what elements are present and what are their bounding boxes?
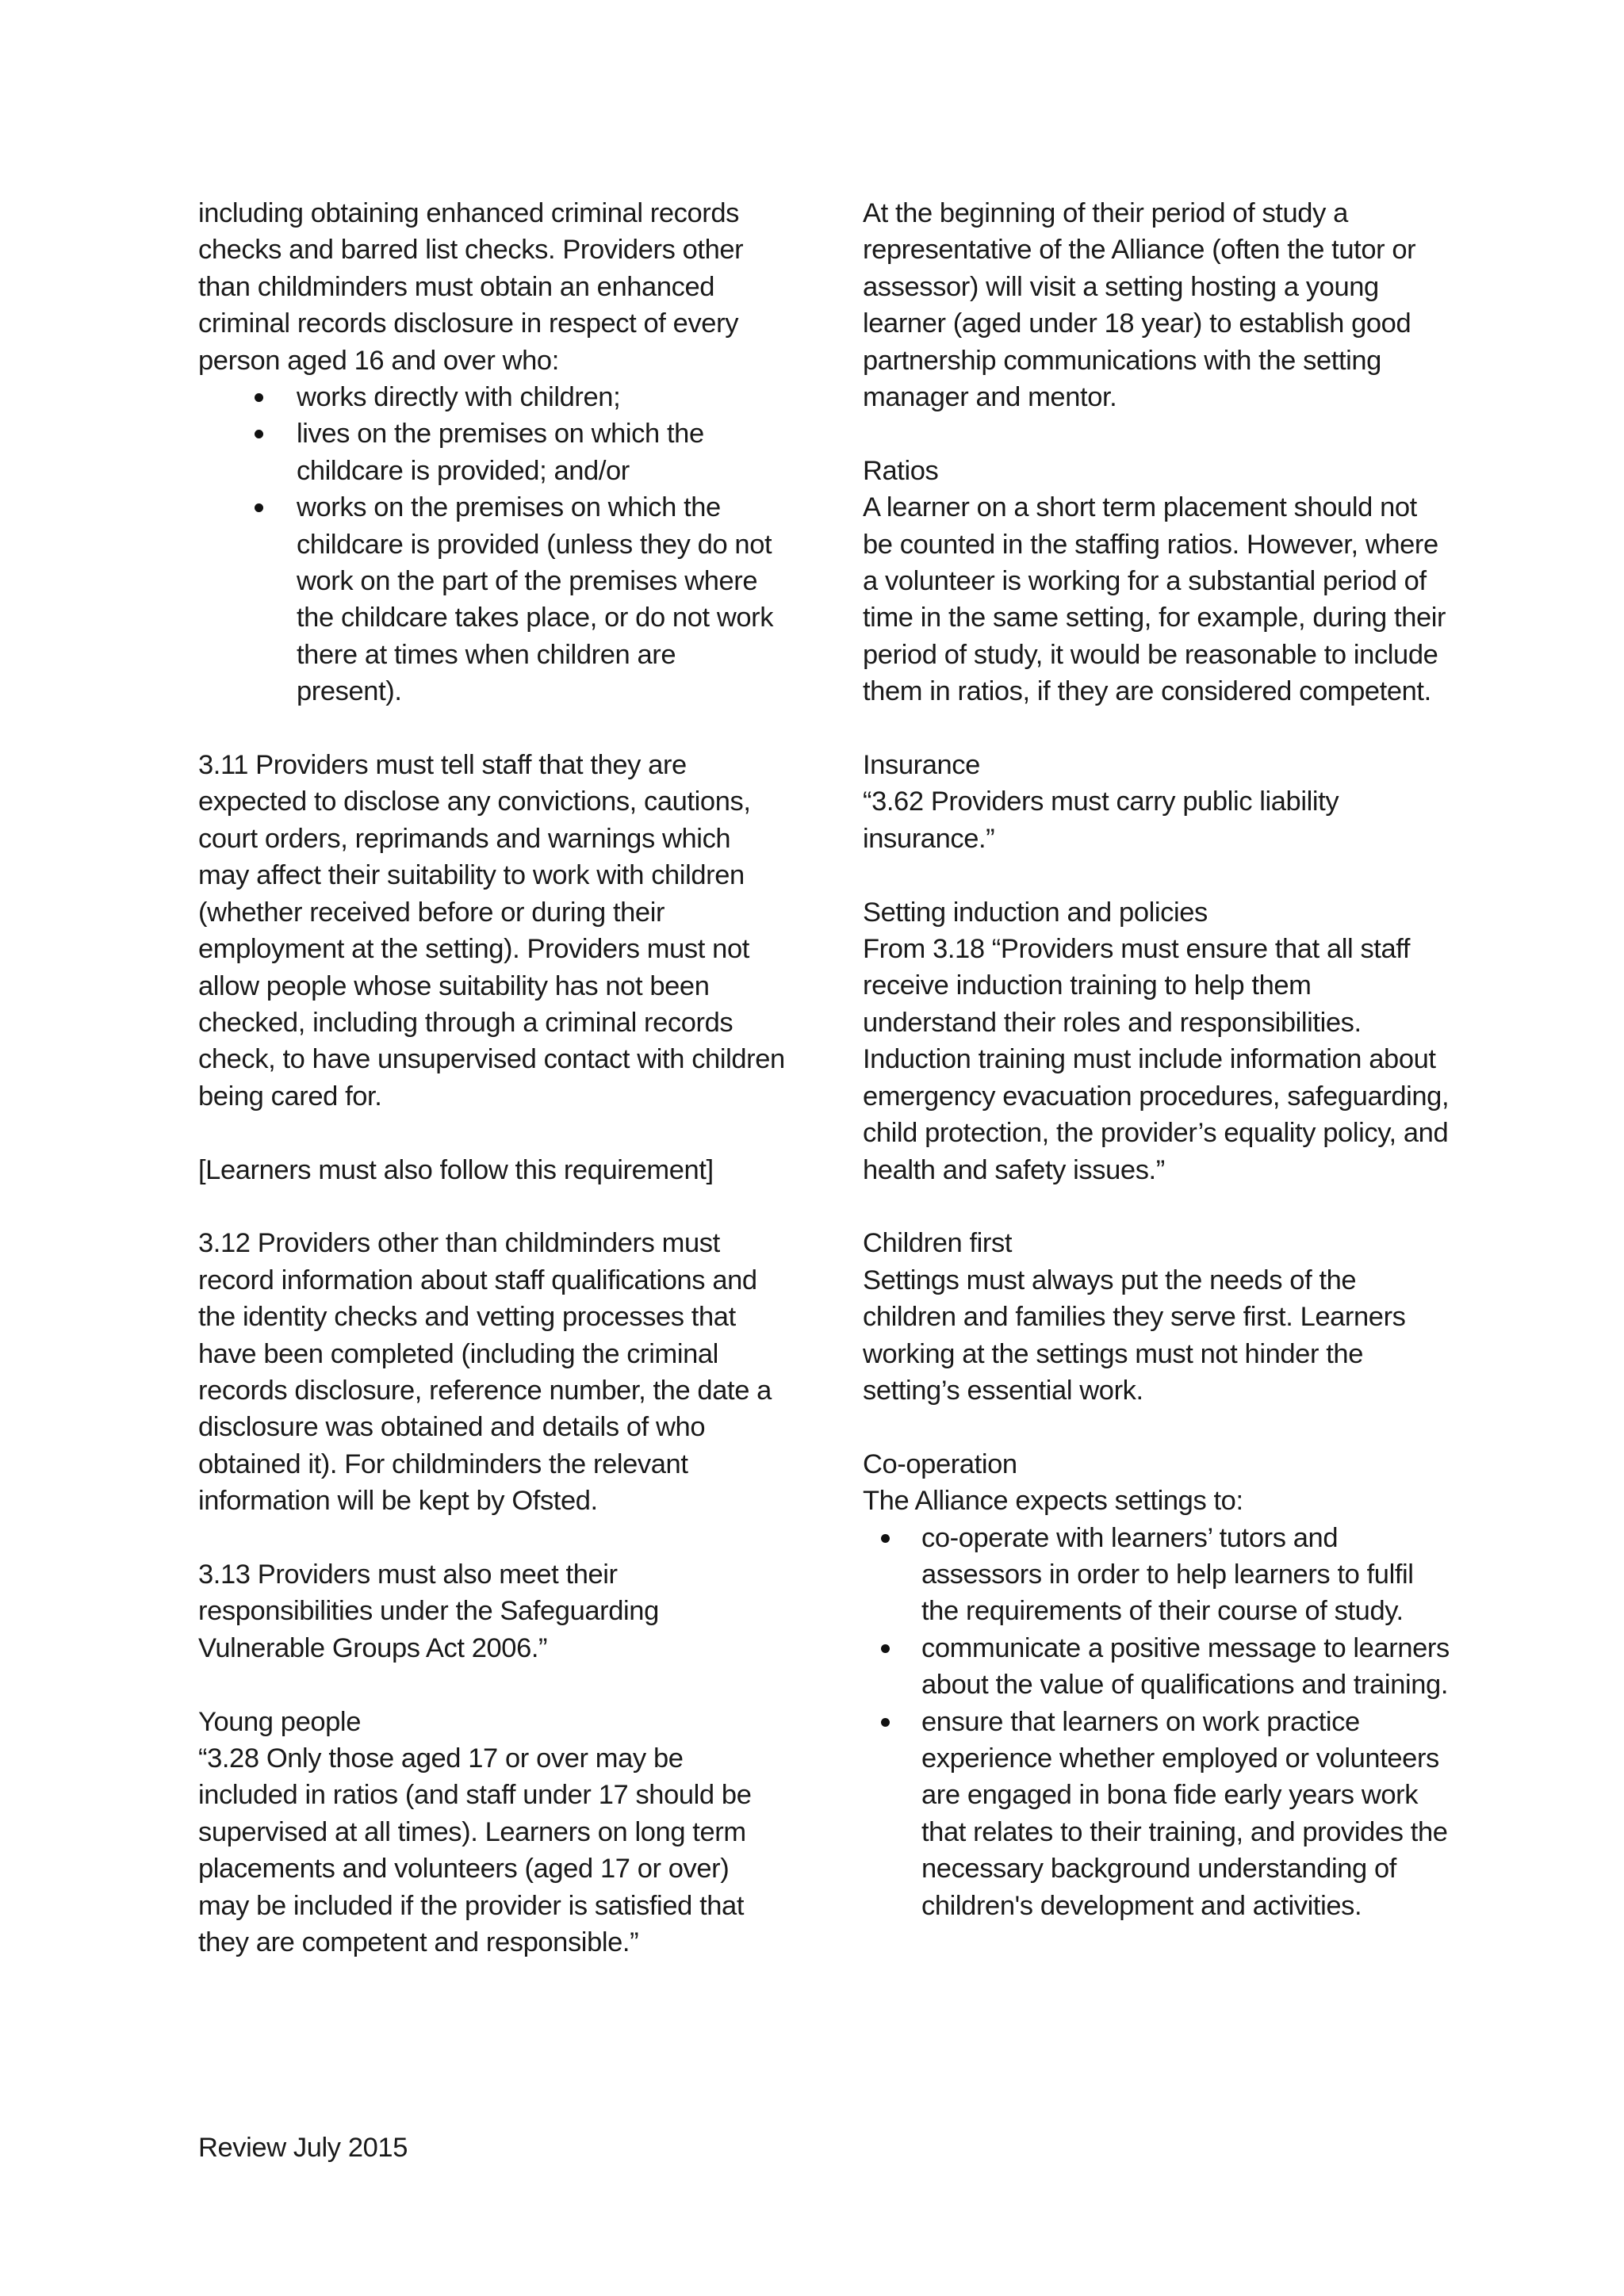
list-item: co-operate with learners’ tutors and assessors in order to help learners to fulfil the requirements of their course of study. <box>863 1520 1450 1630</box>
cooperation-bullet-list <box>863 1520 1450 1924</box>
list-item: ensure that learners on work practice experience whether employed or volunteers are engaged in bona fide early years work that relates to their training, and provides the necessary background understanding of children's development and activities. <box>863 1704 1450 1924</box>
paragraph-3-11: 3.11 Providers must tell staff that they are expected to disclose any convictions, cautions, court orders, reprimands and warnings which may affect their suitability to work with children (whether received before or during their employment at the setting). Providers must not allow people whose suitability has not been checked, including through a criminal records check, to have unsupervised contact with children being cared for. <box>198 750 785 1112</box>
cooperation-intro: The Alliance expects settings to: <box>863 1486 1243 1517</box>
children-first-text: Settings must always put the needs of the children and families they serve first. Learners working at the settings must not hinder the setting’s essential work. <box>863 1265 1406 1406</box>
insurance-text: “3.62 Providers must carry public liability insurance.” <box>863 786 1339 854</box>
children-first-heading: Children first <box>863 1228 1013 1259</box>
review-date-footer: Review July 2015 <box>198 2133 408 2163</box>
induction-text: From 3.18 “Providers must ensure that all staff receive induction training to help them understand their roles and responsibilities. Induction training must include information about emergency evacuation procedures, safeguarding, child protection, the provider’s equality policy, and health and safety issues.” <box>863 934 1450 1185</box>
ratios-heading: Ratios <box>863 455 939 486</box>
induction-heading: Setting induction and policies <box>863 897 1208 928</box>
list-item: communicate a positive message to learners about the value of qualifications and training. <box>863 1630 1450 1704</box>
ratios-text: A learner on a short term placement should not be counted in the staffing ratios. However, where a volunteer is working for a substantial period of time in the same setting, for example, during their period of study, it would be reasonable to include them in ratios, if they are considered competent. <box>863 492 1446 707</box>
young-people-heading: Young people <box>198 1706 361 1737</box>
list-item: lives on the premises on which the childcare is provided; and/or <box>198 415 785 489</box>
vetting-bullet-list <box>198 379 785 710</box>
cooperation-heading: Co-operation <box>863 1448 1017 1479</box>
intro-paragraph: including obtaining enhanced criminal records checks and barred list checks. Providers other than childminders must obtain an enhanced criminal records disclosure in respect of every person aged 16 and over who: <box>198 198 744 376</box>
list-item: works directly with children; <box>198 379 785 415</box>
learners-note: [Learners must also follow this requirement] <box>198 1154 714 1185</box>
paragraph-3-12: 3.12 Providers other than childminders must record information about staff qualifications and the identity checks and vetting processes that have been completed (including the criminal records disclosure, reference number, the date a disclosure was obtained and details of who obtained it). For childminders the relevant information will be kept by Ofsted. <box>198 1228 772 1517</box>
list-item: works on the premises on which the childcare is provided (unless they do not work on the part of the premises where the childcare takes place, or do not work there at times when children are present). <box>198 489 785 710</box>
paragraph-3-13: 3.13 Providers must also meet their responsibilities under the Safeguarding Vulnerable Groups Act 2006.” <box>198 1559 659 1663</box>
left-column <box>198 195 785 1961</box>
right-column <box>863 195 1450 1924</box>
young-people-text: “3.28 Only those aged 17 or over may be included in ratios (and staff under 17 should be supervised at all times). Learners on long term placements and volunteers (aged 17 or over) may be included if the provider is satisfied that they are competent and responsible.” <box>198 1743 752 1958</box>
visit-intro-paragraph: At the beginning of their period of study a representative of the Alliance (often the tutor or assessor) will visit a setting hosting a young learner (aged under 18 year) to establish good partnership communications with the setting manager and mentor. <box>863 198 1416 413</box>
insurance-heading: Insurance <box>863 750 980 781</box>
